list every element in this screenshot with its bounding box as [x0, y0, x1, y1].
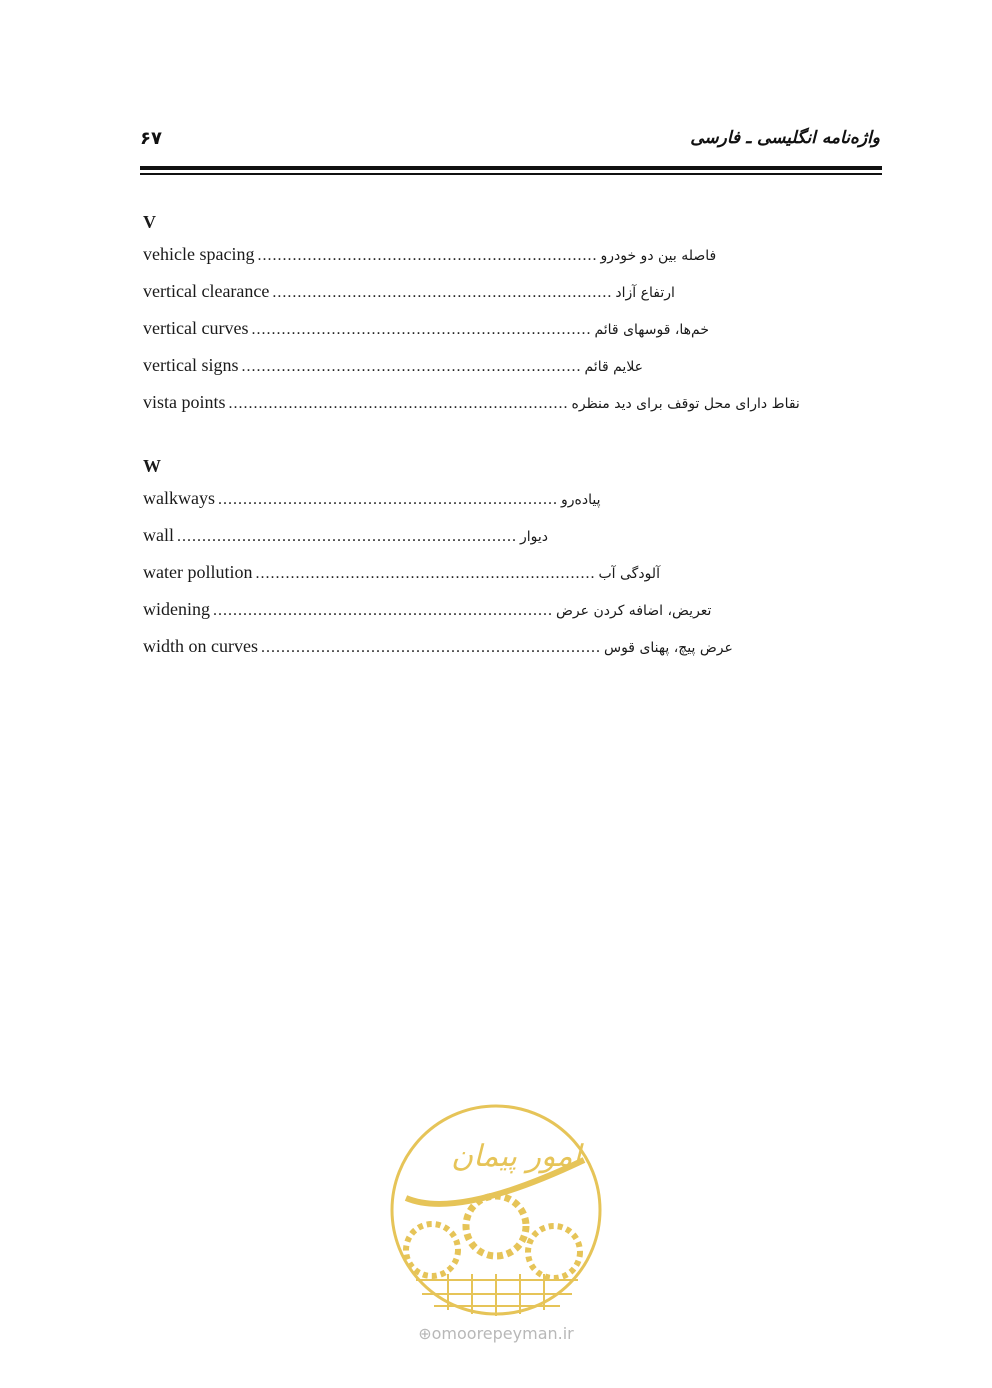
persian-term: عرض پیچ، پهنای قوس — [603, 640, 733, 656]
persian-term: فاصله بین دو خودرو — [600, 248, 717, 264]
glossary-entry — [143, 273, 675, 310]
english-term: vertical signs — [143, 355, 239, 375]
leader-dots: .................................................................... — [228, 395, 569, 412]
english-term: walkways — [143, 488, 215, 508]
watermark-logo — [388, 1102, 604, 1318]
persian-term: پیاده‌رو — [560, 492, 601, 508]
english-term: vertical clearance — [143, 281, 270, 301]
glossary-entry — [143, 236, 717, 273]
watermark-site — [0, 1324, 992, 1343]
header-rule-thin — [140, 173, 882, 175]
english-term: width on curves — [143, 636, 258, 656]
glossary-entry — [143, 384, 800, 421]
leader-dots: .................................................................... — [213, 602, 553, 619]
section-v — [143, 212, 800, 421]
persian-term: خم‌ها، قوسهای قائم — [594, 322, 709, 338]
section-letter: W — [143, 456, 161, 476]
glossary-entry — [143, 480, 601, 517]
persian-term: نقاط دارای محل توقف برای دید منظره — [571, 396, 800, 412]
page-header-title: واژه‌نامه انگلیسی ـ فارسی — [690, 128, 880, 148]
leader-dots: .................................................................... — [257, 247, 598, 264]
persian-term: تعریض، اضافه کردن عرض — [556, 603, 712, 619]
leader-dots: .................................................................... — [255, 565, 596, 582]
english-term: wall — [143, 525, 174, 545]
watermark-site-text: omoorepeyman.ir — [431, 1324, 574, 1343]
persian-term: علایم قائم — [584, 359, 644, 375]
page-number: ۶۷ — [140, 128, 162, 149]
leader-dots: .................................................................... — [272, 284, 613, 301]
glossary-entry — [143, 347, 644, 384]
section-w — [143, 456, 733, 665]
section-letter: V — [143, 212, 156, 232]
glossary-entry — [143, 591, 712, 628]
leader-dots: .................................................................... — [217, 491, 558, 508]
leader-dots: .................................................................... — [260, 639, 601, 656]
english-term: water pollution — [143, 562, 253, 582]
glossary-entry — [143, 517, 549, 554]
glossary-entry — [143, 310, 709, 347]
english-term: widening — [143, 599, 210, 619]
glossary-entry — [143, 554, 660, 591]
english-term: vertical curves — [143, 318, 249, 338]
glossary-entry — [143, 628, 733, 665]
svg-text:امور پیمان: امور پیمان — [451, 1139, 581, 1174]
leader-dots: .................................................................... — [177, 528, 517, 545]
header-rule-thick — [140, 166, 882, 170]
globe-icon: ⊕ — [418, 1324, 432, 1343]
persian-term: آلودگی آب — [598, 566, 660, 582]
persian-term: ارتفاع آزاد — [615, 285, 675, 301]
leader-dots: .................................................................... — [251, 321, 592, 338]
leader-dots: .................................................................... — [241, 358, 582, 375]
english-term: vista points — [143, 392, 226, 412]
persian-term: دیوار — [520, 529, 549, 545]
english-term: vehicle spacing — [143, 244, 255, 264]
